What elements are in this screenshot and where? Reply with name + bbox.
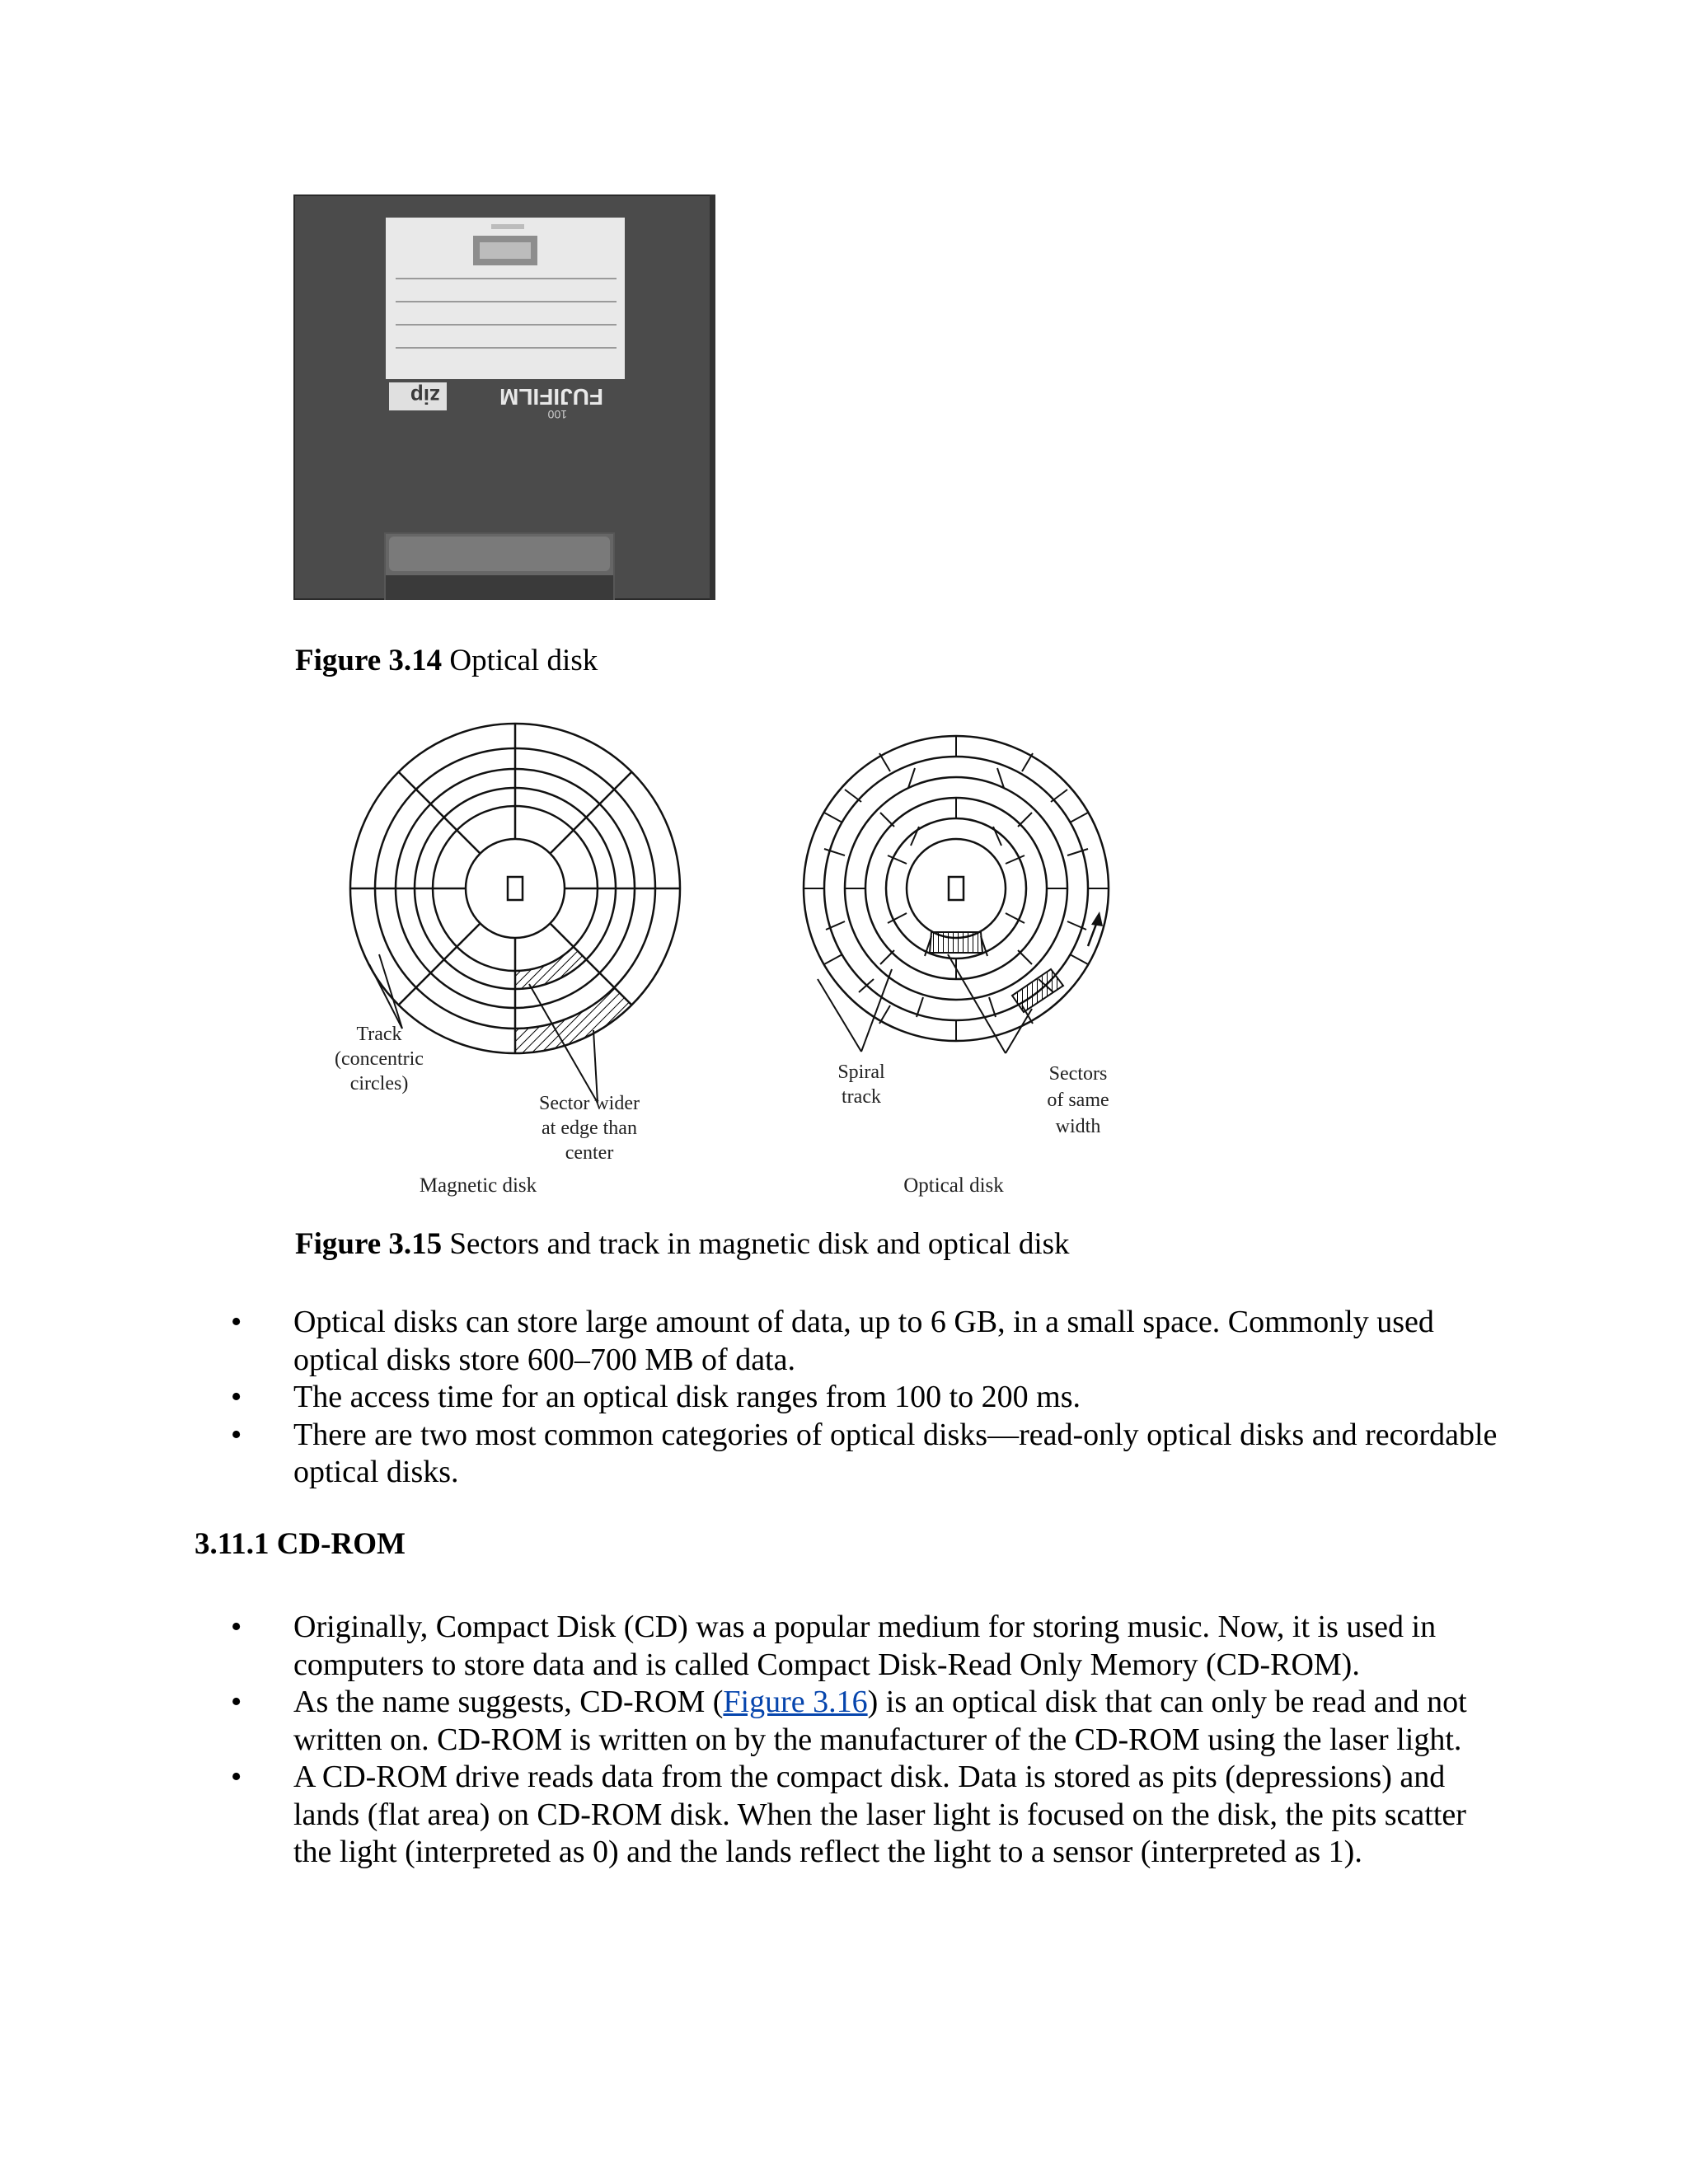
optical-disk-title: Optical disk <box>903 1174 1004 1197</box>
list-item: • The access time for an optical disk ranges from 100 to 200 ms. <box>198 1379 1500 1417</box>
item2-text-after: ) is an optical disk that can only be read and not written on. CD-ROM is written on by the manufacturer of the CD-ROM using the laser light. <box>293 1685 1467 1757</box>
magnetic-disk-title: Magnetic disk <box>419 1174 537 1197</box>
spiral-label-line2: track <box>842 1086 881 1108</box>
figure-3-14-label: Figure 3.14 <box>295 644 443 677</box>
list-item: • A CD-ROM drive reads data from the compact disk. Data is stored as pits (depressions) and lands (flat area) on CD-ROM disk. When the laser light is focused on the disk, the pits scatter the light (interpreted as 0) and the lands reflect the light to a sensor (interpreted as 1). <box>198 1759 1500 1872</box>
sector-label-line2: at edge than <box>542 1118 637 1139</box>
figure-3-15-label: Figure 3.15 <box>295 1227 443 1261</box>
zip-disk-photo <box>293 194 715 600</box>
list-item: • There are two most common categories of optical disks—read-only optical disks and recordable optical disks. <box>198 1417 1500 1492</box>
figure-3-16-link[interactable]: Figure 3.16 <box>723 1685 868 1719</box>
figure-3-14-text: Optical disk <box>442 644 598 677</box>
list-item <box>198 1684 1500 1759</box>
figure-3-14-caption <box>295 643 598 679</box>
optical-disk-diagram <box>804 736 1109 1041</box>
sector-label-line3: center <box>565 1142 614 1164</box>
optical-disk-facts-list <box>198 1304 1500 1492</box>
sectors-label-line2: of same <box>1047 1090 1109 1111</box>
track-label-line3: circles) <box>349 1073 409 1094</box>
list-item: • Originally, Compact Disk (CD) was a popular medium for storing music. Now, it is used in computers to store data and is called Compact Disk-Read Only Memory (CD-ROM). <box>198 1609 1500 1684</box>
section-heading-cd-rom: 3.11.1 CD-ROM <box>195 1527 406 1561</box>
list-item: • Optical disks can store large amount of data, up to 6 GB, in a small space. Commonly used optical disks store 600–700 MB of data. <box>198 1304 1500 1379</box>
sectors-label-line3: width <box>1055 1116 1101 1137</box>
sectors-label-line1: Sectors <box>1048 1063 1108 1085</box>
fujifilm-logo-text: FUJIFILM <box>499 384 603 410</box>
sector-label-line1: Sector wider <box>539 1093 640 1114</box>
zip-logo-text: zip <box>410 384 440 409</box>
figure-3-15-caption <box>295 1226 1070 1263</box>
track-label-line1: Track <box>356 1024 402 1045</box>
model-text: 100 <box>547 408 567 421</box>
cd-rom-facts-list <box>198 1609 1500 1872</box>
figure-3-15-text: Sectors and track in magnetic disk and optical disk <box>442 1227 1070 1261</box>
item2-text-before: As the name suggests, CD-ROM ( <box>293 1685 724 1719</box>
spiral-label-line1: Spiral <box>837 1062 885 1083</box>
disk-sectors-diagram <box>280 707 1137 1202</box>
zip-disk-image <box>293 194 715 600</box>
track-label-line2: (concentric <box>335 1048 424 1070</box>
